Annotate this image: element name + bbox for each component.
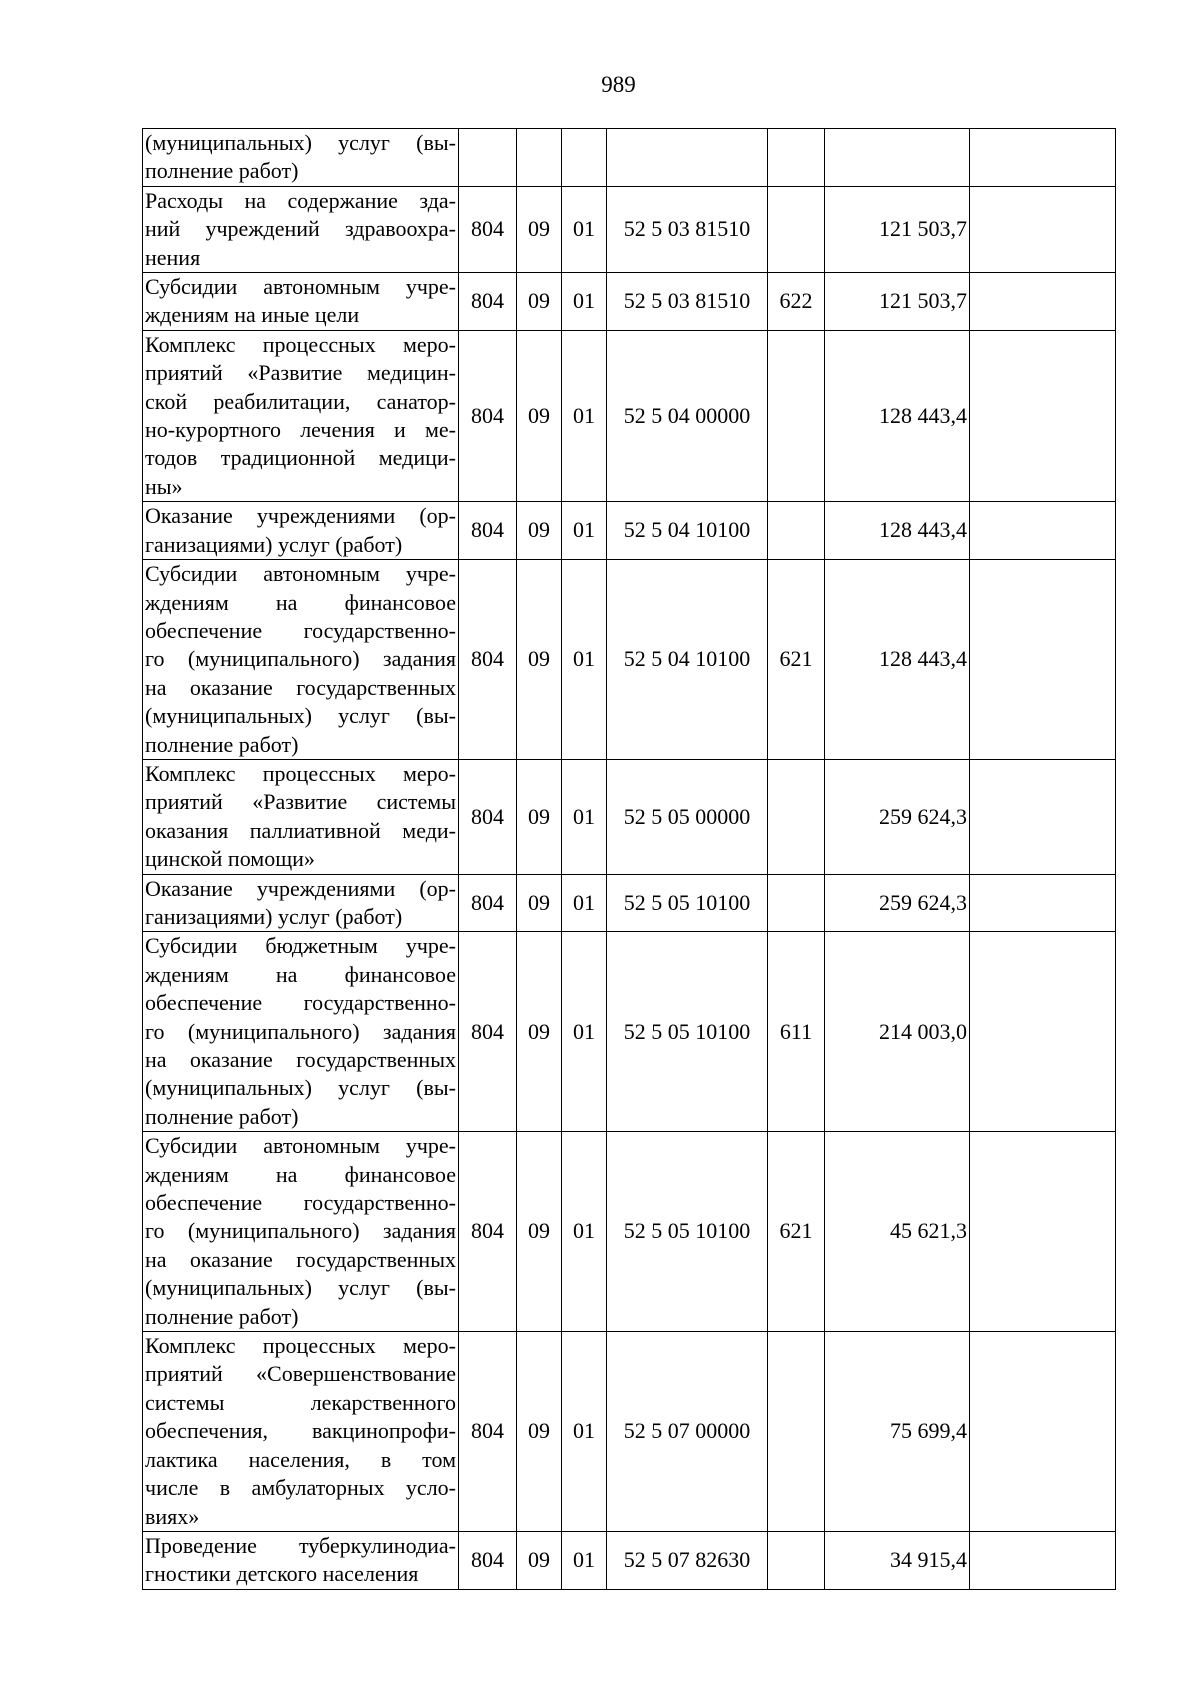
extra-cell xyxy=(970,932,1116,1132)
description-line: Субсидии автономным учре- xyxy=(145,1133,456,1159)
description-line: виях» xyxy=(145,1503,200,1529)
ministry-code-cell xyxy=(459,129,517,187)
extra-cell xyxy=(970,874,1116,932)
description-cell xyxy=(143,759,459,874)
description-line: полнение работ) xyxy=(145,158,299,184)
subsection-code-cell: 01 xyxy=(562,330,607,501)
description-line: но-курортного лечения и ме- xyxy=(145,417,456,443)
section-code-cell: 09 xyxy=(517,560,562,760)
table-row xyxy=(143,874,1116,932)
description-line: (муниципальных) услуг (вы- xyxy=(145,1275,456,1301)
section-code-cell: 09 xyxy=(517,186,562,272)
description-line: Комплекс процессных меро- xyxy=(145,1333,456,1359)
description-line: полнение работ) xyxy=(145,1103,299,1129)
section-code-cell: 09 xyxy=(517,874,562,932)
description-cell xyxy=(143,330,459,501)
budget-table xyxy=(142,128,1116,1590)
section-code-cell: 09 xyxy=(517,1531,562,1589)
expense-type-cell xyxy=(768,129,825,187)
target-article-cell: 52 5 07 82630 xyxy=(607,1531,768,1589)
description-line: (муниципальных) услуг (вы- xyxy=(145,703,456,729)
table-row xyxy=(143,186,1116,272)
subsection-code-cell: 01 xyxy=(562,186,607,272)
section-code-cell: 09 xyxy=(517,330,562,501)
section-code-cell: 09 xyxy=(517,759,562,874)
description-cell xyxy=(143,932,459,1132)
extra-cell xyxy=(970,1531,1116,1589)
target-article-cell: 52 5 04 10100 xyxy=(607,502,768,560)
expense-type-cell xyxy=(768,330,825,501)
subsection-code-cell: 01 xyxy=(562,1531,607,1589)
description-line: системы лекарственного xyxy=(145,1389,456,1415)
description-cell xyxy=(143,273,459,331)
description-line: обеспечение государственно- xyxy=(145,990,456,1016)
section-code-cell: 09 xyxy=(517,273,562,331)
description-line: (муниципальных) услуг (вы- xyxy=(145,1075,456,1101)
target-article-cell: 52 5 05 00000 xyxy=(607,759,768,874)
subsection-code-cell: 01 xyxy=(562,273,607,331)
amount-cell: 128 443,4 xyxy=(825,560,970,760)
description-line: Комплекс процессных меро- xyxy=(145,760,456,786)
description-line: обеспечения, вакцинопрофи- xyxy=(145,1418,456,1444)
table-row xyxy=(143,1332,1116,1532)
ministry-code-cell: 804 xyxy=(459,1132,517,1332)
subsection-code-cell: 01 xyxy=(562,560,607,760)
ministry-code-cell: 804 xyxy=(459,560,517,760)
section-code-cell: 09 xyxy=(517,932,562,1132)
subsection-code-cell: 01 xyxy=(562,874,607,932)
target-article-cell: 52 5 04 00000 xyxy=(607,330,768,501)
table-row xyxy=(143,129,1116,187)
amount-cell: 75 699,4 xyxy=(825,1332,970,1532)
amount-cell: 121 503,7 xyxy=(825,186,970,272)
description-line: Проведение туберкулинодиа- xyxy=(145,1532,456,1558)
description-line: цинской помощи» xyxy=(145,846,315,872)
expense-type-cell xyxy=(768,1332,825,1532)
extra-cell xyxy=(970,560,1116,760)
table-row xyxy=(143,560,1116,760)
amount-cell: 34 915,4 xyxy=(825,1531,970,1589)
description-cell xyxy=(143,129,459,187)
description-line: Субсидии бюджетным учре- xyxy=(145,933,456,959)
extra-cell xyxy=(970,1332,1116,1532)
description-line: Расходы на содержание зда- xyxy=(145,187,456,213)
table-row xyxy=(143,759,1116,874)
target-article-cell: 52 5 05 10100 xyxy=(607,874,768,932)
expense-type-cell xyxy=(768,502,825,560)
amount-cell: 259 624,3 xyxy=(825,759,970,874)
expense-type-cell xyxy=(768,1531,825,1589)
description-line: Комплекс процессных меро- xyxy=(145,331,456,357)
description-line: Субсидии автономным учре- xyxy=(145,274,456,300)
description-line: обеспечение государственно- xyxy=(145,1190,456,1216)
description-cell xyxy=(143,1531,459,1589)
target-article-cell: 52 5 07 00000 xyxy=(607,1332,768,1532)
target-article-cell: 52 5 05 10100 xyxy=(607,1132,768,1332)
extra-cell xyxy=(970,502,1116,560)
description-cell xyxy=(143,186,459,272)
description-line: ской реабилитации, санатор- xyxy=(145,388,456,414)
ministry-code-cell: 804 xyxy=(459,759,517,874)
amount-cell: 121 503,7 xyxy=(825,273,970,331)
table-row xyxy=(143,1531,1116,1589)
expense-type-cell: 621 xyxy=(768,1132,825,1332)
description-line: ждениям на финансовое xyxy=(145,961,456,987)
description-line: ждениям на иные цели xyxy=(145,302,360,328)
extra-cell xyxy=(970,129,1116,187)
expense-type-cell xyxy=(768,759,825,874)
description-line: го (муниципального) задания xyxy=(145,1018,456,1044)
ministry-code-cell: 804 xyxy=(459,874,517,932)
amount-cell: 45 621,3 xyxy=(825,1132,970,1332)
description-line: го (муниципального) задания xyxy=(145,646,456,672)
description-cell xyxy=(143,874,459,932)
expense-type-cell: 622 xyxy=(768,273,825,331)
amount-cell: 128 443,4 xyxy=(825,502,970,560)
description-line: приятий «Совершенствование xyxy=(145,1361,456,1387)
section-code-cell: 09 xyxy=(517,1332,562,1532)
description-line: числе в амбулаторных усло- xyxy=(145,1475,456,1501)
description-line: на оказание государственных xyxy=(145,1047,456,1072)
amount-cell xyxy=(825,129,970,187)
description-line: полнение работ) xyxy=(145,731,299,757)
target-article-cell: 52 5 03 81510 xyxy=(607,273,768,331)
description-line: оказания паллиативной меди- xyxy=(145,817,456,843)
ministry-code-cell: 804 xyxy=(459,273,517,331)
description-line: ганизациями) услуг (работ) xyxy=(145,903,403,929)
target-article-cell: 52 5 03 81510 xyxy=(607,186,768,272)
description-line: (муниципальных) услуг (вы- xyxy=(145,130,456,155)
ministry-code-cell: 804 xyxy=(459,502,517,560)
target-article-cell: 52 5 04 10100 xyxy=(607,560,768,760)
section-code-cell xyxy=(517,129,562,187)
page-number: 989 xyxy=(601,72,636,97)
expense-type-cell xyxy=(768,874,825,932)
table-row xyxy=(143,932,1116,1132)
amount-cell: 214 003,0 xyxy=(825,932,970,1132)
description-line: ганизациями) услуг (работ) xyxy=(145,531,403,557)
extra-cell xyxy=(970,273,1116,331)
extra-cell xyxy=(970,1132,1116,1332)
extra-cell xyxy=(970,330,1116,501)
description-cell xyxy=(143,560,459,760)
description-line: на оказание государственных xyxy=(145,1246,456,1272)
section-code-cell: 09 xyxy=(517,502,562,560)
amount-cell: 259 624,3 xyxy=(825,874,970,932)
description-cell xyxy=(143,502,459,560)
table-row xyxy=(143,273,1116,331)
table-row xyxy=(143,330,1116,501)
description-line: приятий «Развитие медицин- xyxy=(145,360,456,386)
description-line: ний учреждений здравоохра- xyxy=(145,216,456,242)
description-line: лактика населения, в том xyxy=(145,1446,456,1472)
extra-cell xyxy=(970,186,1116,272)
expense-type-cell: 621 xyxy=(768,560,825,760)
description-line: ждениям на финансовое xyxy=(145,589,456,615)
description-line: ны» xyxy=(145,473,183,499)
target-article-cell xyxy=(607,129,768,187)
ministry-code-cell: 804 xyxy=(459,1531,517,1589)
expense-type-cell: 611 xyxy=(768,932,825,1132)
budget-table-body xyxy=(143,129,1116,1590)
ministry-code-cell: 804 xyxy=(459,932,517,1132)
description-line: го (муниципального) задания xyxy=(145,1218,456,1244)
subsection-code-cell: 01 xyxy=(562,759,607,874)
target-article-cell: 52 5 05 10100 xyxy=(607,932,768,1132)
description-line: Оказание учреждениями (ор- xyxy=(145,503,456,529)
description-line: Субсидии автономным учре- xyxy=(145,561,456,587)
description-line: нения xyxy=(145,244,201,270)
subsection-code-cell: 01 xyxy=(562,1332,607,1532)
description-line: гностики детского населения xyxy=(145,1561,419,1587)
description-line: на оказание государственных xyxy=(145,674,456,700)
description-line: ждениям на финансовое xyxy=(145,1161,456,1187)
subsection-code-cell: 01 xyxy=(562,502,607,560)
description-line: Оказание учреждениями (ор- xyxy=(145,875,456,901)
description-line: приятий «Развитие системы xyxy=(145,789,456,815)
description-cell xyxy=(143,1132,459,1332)
extra-cell xyxy=(970,759,1116,874)
subsection-code-cell: 01 xyxy=(562,1132,607,1332)
description-line: полнение работ) xyxy=(145,1303,299,1329)
description-line: тодов традиционной медици- xyxy=(145,445,456,471)
subsection-code-cell xyxy=(562,129,607,187)
ministry-code-cell: 804 xyxy=(459,1332,517,1532)
expense-type-cell xyxy=(768,186,825,272)
ministry-code-cell: 804 xyxy=(459,330,517,501)
description-cell xyxy=(143,1332,459,1532)
amount-cell: 128 443,4 xyxy=(825,330,970,501)
table-row xyxy=(143,1132,1116,1332)
section-code-cell: 09 xyxy=(517,1132,562,1332)
table-row xyxy=(143,502,1116,560)
subsection-code-cell: 01 xyxy=(562,932,607,1132)
description-line: обеспечение государственно- xyxy=(145,617,456,643)
ministry-code-cell: 804 xyxy=(459,186,517,272)
